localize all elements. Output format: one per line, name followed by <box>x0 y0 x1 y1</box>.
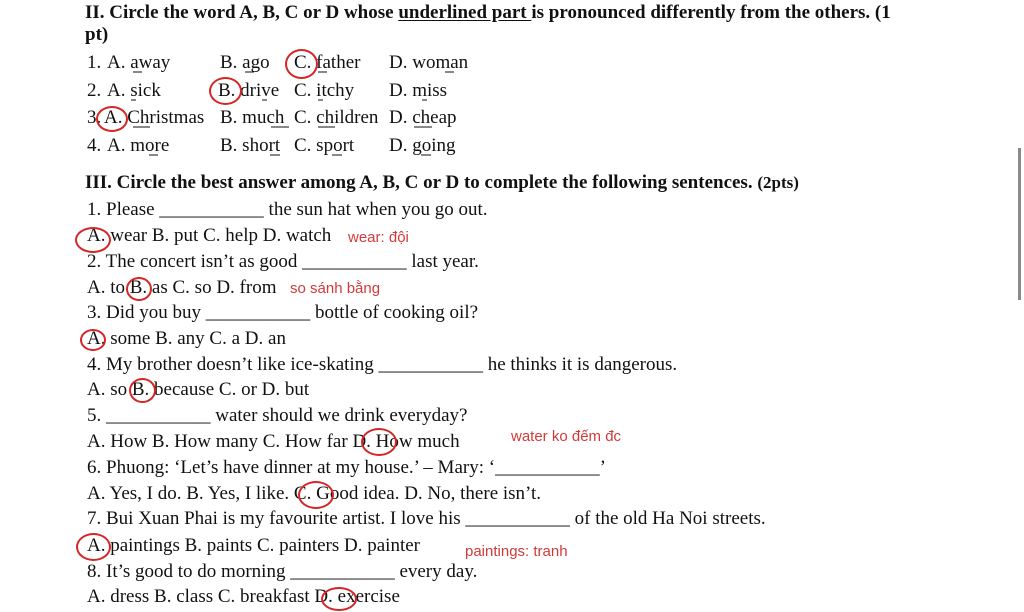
answer-circle-p2-q2 <box>209 77 242 105</box>
part3-title: III. Circle the best answer among A, B, C or D to complete the following sentences. (2pts) <box>85 172 799 193</box>
answer-circle-q6 <box>298 481 334 509</box>
p2-q2-number: 2. <box>87 80 102 101</box>
p2-q3-option-b: B. much <box>220 107 285 128</box>
note-q7: paintings: tranh <box>465 543 568 560</box>
p2-q4-option-b: B. short <box>220 135 281 156</box>
answer-circle-q4 <box>129 378 156 403</box>
p2-q4-option-d: D. going <box>389 135 456 156</box>
q3-options: A. some B. any C. a D. an <box>87 328 286 349</box>
p2-q1-option-d: D. woman <box>389 52 469 73</box>
q8-stem: 8. It’s good to do morning ___________ every day. <box>87 561 478 582</box>
q8-options: A. dress B. class C. breakfast D. exercise <box>87 586 400 607</box>
p2-q3-number: 3. <box>87 107 102 128</box>
answer-circle-p2-q3 <box>96 106 128 132</box>
p2-q1-option-b: B. ago <box>220 52 270 73</box>
q3-stem: 3. Did you buy ___________ bottle of cooking oil? <box>87 302 479 323</box>
q4-stem: 4. My brother doesn’t like ice-skating ___________ he thinks it is dangerous. <box>87 354 678 375</box>
part2-title-cont: pt) <box>85 24 109 45</box>
answer-circle-q8 <box>321 587 357 611</box>
q2-stem: 2. The concert isn’t as good ___________ last year. <box>87 251 479 272</box>
answer-circle-p2-q1 <box>285 49 318 79</box>
q1-options: A. wear B. put C. help D. watch <box>87 225 332 246</box>
p2-q3-option-d: D. cheap <box>389 107 457 128</box>
part2-title: II. Circle the word A, B, C or D whose underlined part is pronounced differently from the others. (1 <box>85 2 891 23</box>
p2-q1-number: 1. <box>87 52 102 73</box>
p2-q2-option-b: B. drive <box>218 80 280 101</box>
p2-q2-option-c: C. itchy <box>294 80 355 101</box>
note-q1: wear: đội <box>348 229 409 246</box>
p2-q3-option-c: C. children <box>294 107 379 128</box>
q5-stem: 5. ___________ water should we drink everyday? <box>87 405 468 426</box>
answer-circle-q1 <box>75 227 111 253</box>
q1-stem: 1. Please ___________ the sun hat when you go out. <box>87 199 488 220</box>
p2-q2-option-a: A. sick <box>107 80 161 101</box>
answer-circle-q5 <box>361 428 397 456</box>
p2-q1-option-c: C. father <box>294 52 361 73</box>
q5-options: A. How B. How many C. How far D. How much <box>87 431 460 452</box>
note-q2: so sánh bằng <box>290 280 381 297</box>
q7-stem: 7. Bui Xuan Phai is my favourite artist. I love his ___________ of the old Ha Noi streets. <box>87 508 766 529</box>
q4-options: A. so B. because C. or D. but <box>87 379 310 400</box>
answer-circle-q2 <box>126 277 152 301</box>
note-q5: water ko đếm đc <box>511 428 622 445</box>
p2-q4-option-c: C. sport <box>294 135 355 156</box>
q7-options: A. paintings B. paints C. painters D. painter <box>87 535 420 556</box>
p2-q1-option-a: A. away <box>107 52 171 73</box>
p2-q4-option-a: A. more <box>107 135 170 156</box>
q2-options: A. to B. as C. so D. from <box>87 277 277 298</box>
q6-options: A. Yes, I do. B. Yes, I like. C. Good idea. D. No, there isn’t. <box>87 483 542 504</box>
answer-circle-q7 <box>76 533 111 561</box>
q6-stem: 6. Phuong: ‘Let’s have dinner at my house.’ – Mary: ‘___________’ <box>87 457 606 478</box>
scrollbar[interactable] <box>1018 148 1021 300</box>
p2-q4-number: 4. <box>87 135 102 156</box>
p2-q2-option-d: D. miss <box>389 80 448 101</box>
p2-q3-option-a: A. Christmas <box>104 107 205 128</box>
answer-circle-q3 <box>80 329 106 351</box>
